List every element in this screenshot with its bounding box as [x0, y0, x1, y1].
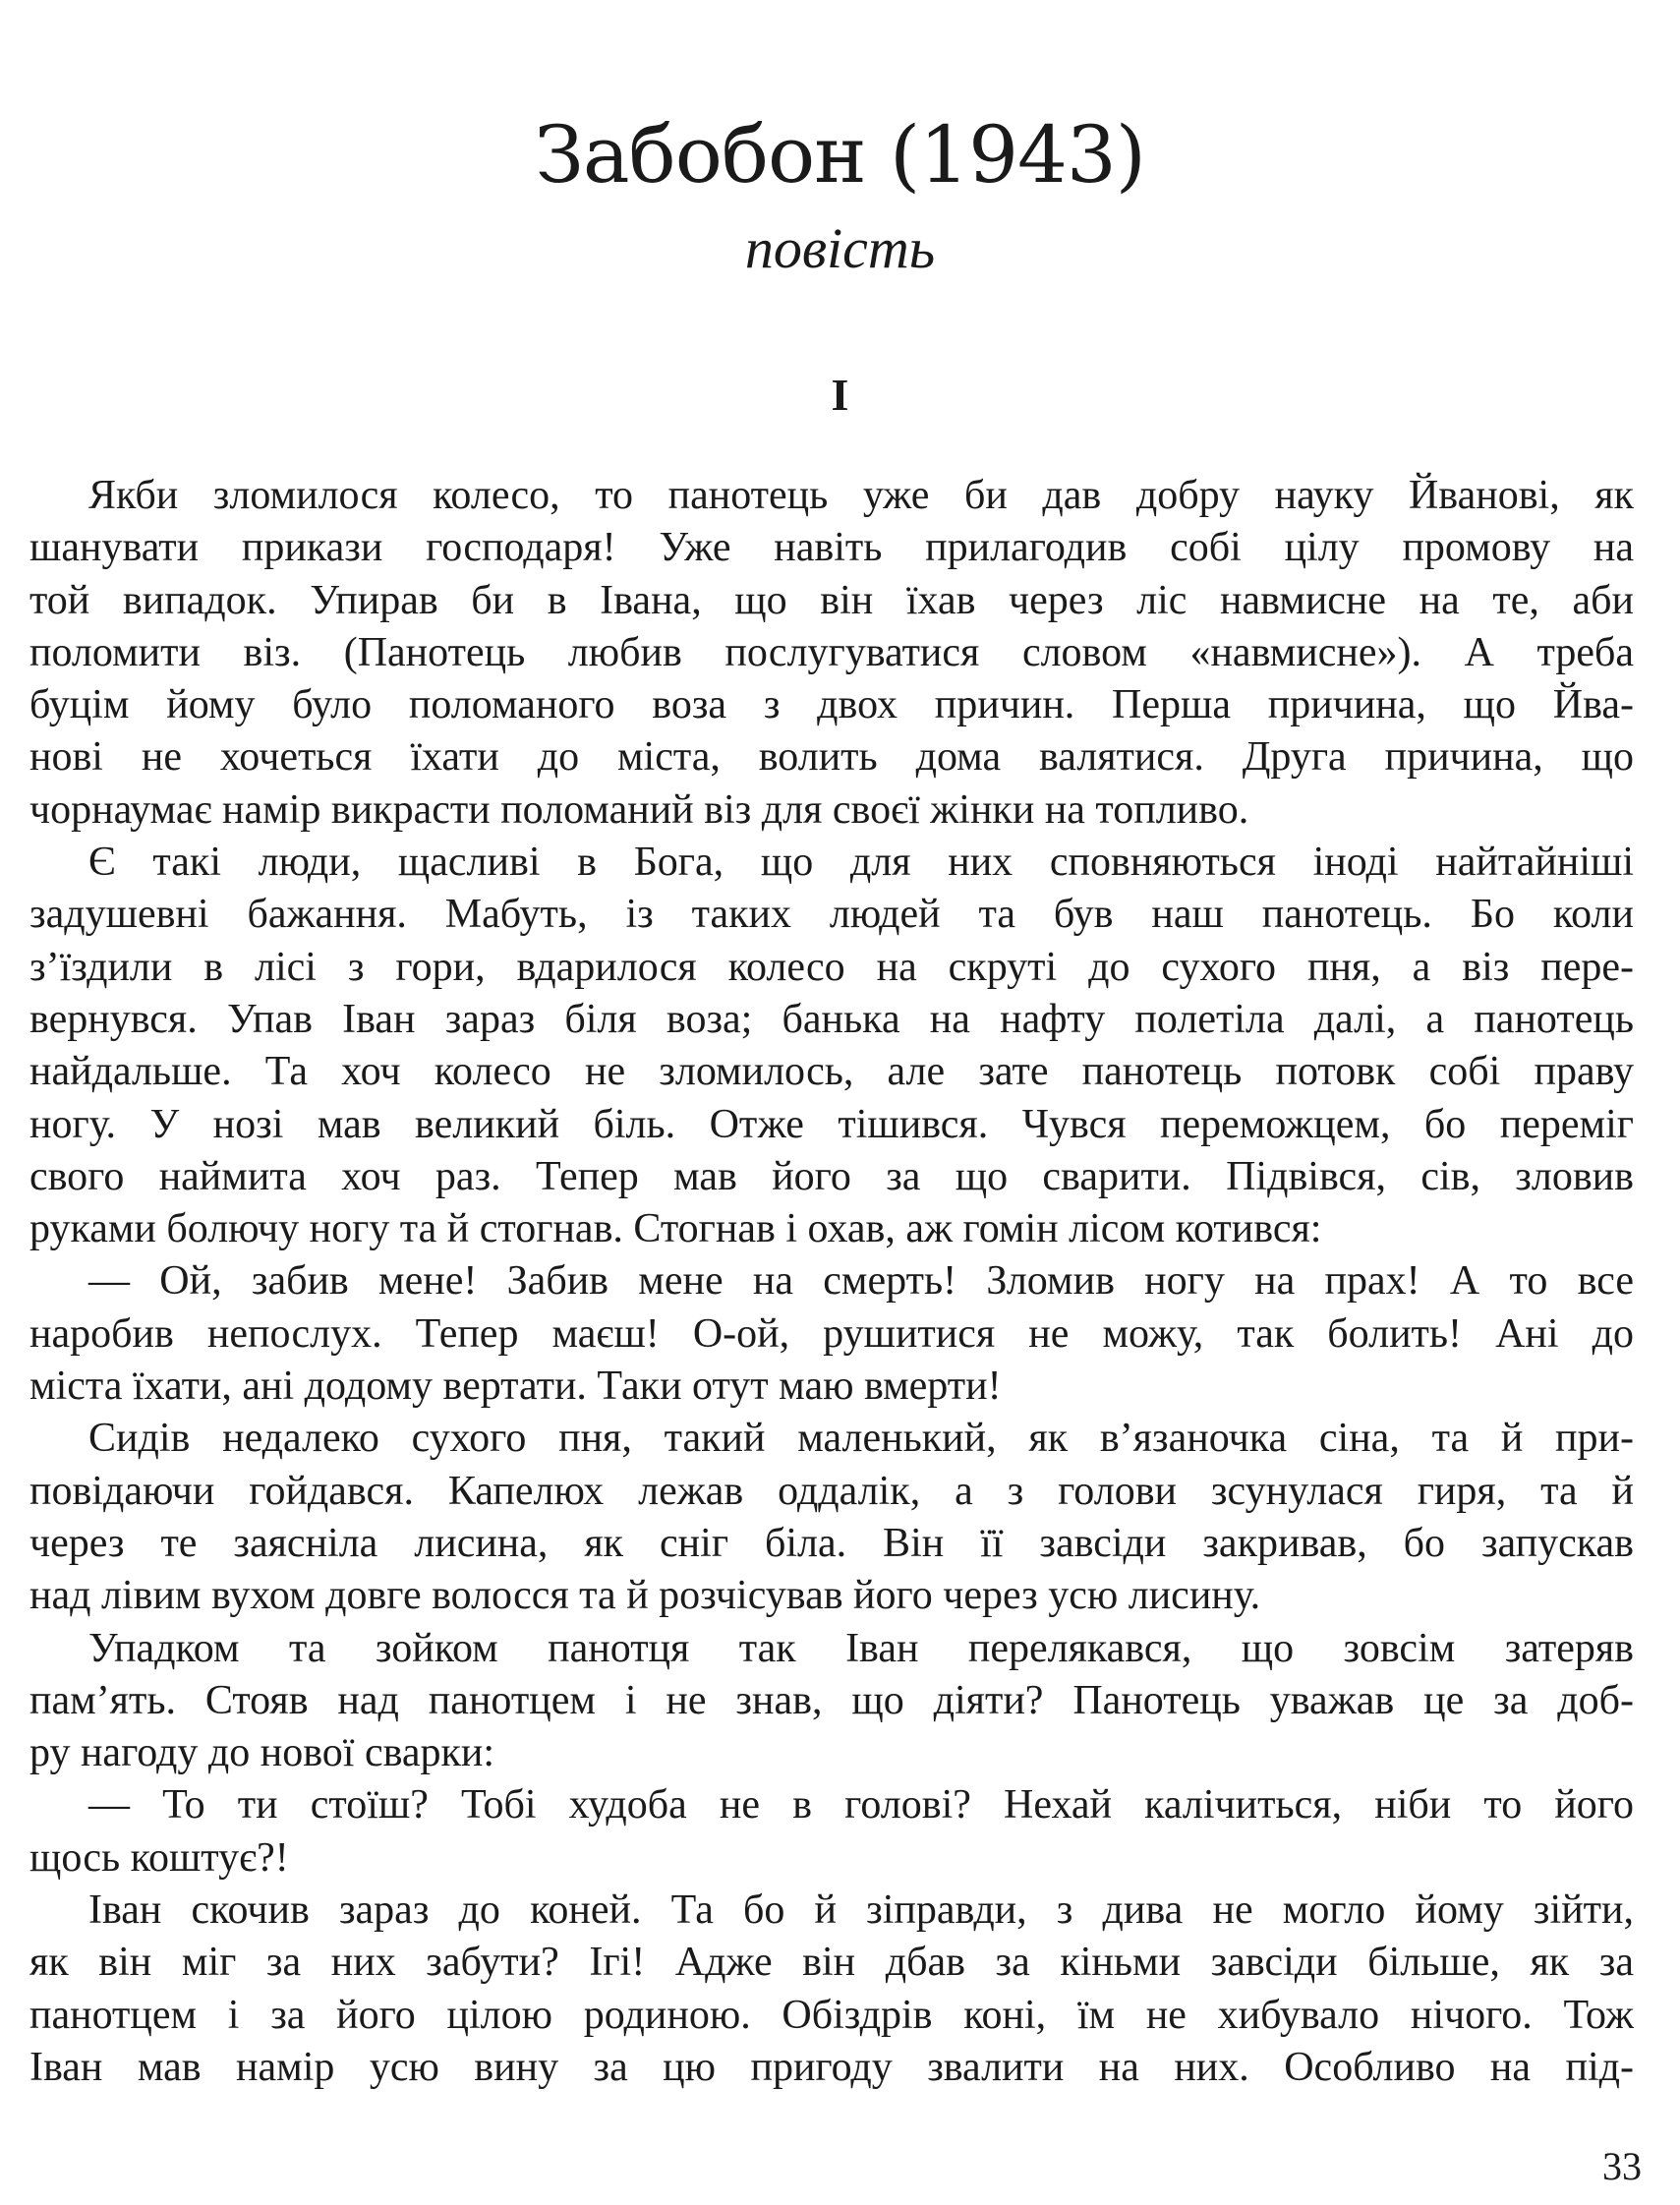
text-line: свого наймита хоч раз. Тепер мав його за що сварити. Підвівся, сів, зловив	[29, 1153, 1634, 1199]
paragraph	[29, 1413, 1634, 1622]
text-line: найдальше. Та хоч колесо не зломилось, але зате панотець потовк собі праву	[29, 1049, 1634, 1095]
text-line: з’їздили в лісі з гори, вдарилося колесо на скруті до сухого пня, а віз пере-	[29, 944, 1634, 990]
paragraph	[29, 1779, 1634, 1885]
chapter-heading: І	[831, 370, 849, 420]
text-line: Сидів недалеко сухого пня, такий маленький, як в’язаночка сіна, та й при-	[88, 1416, 1634, 1462]
paragraph	[29, 1255, 1634, 1413]
text-line: пам’ять. Стояв над панотцем і не знав, що діяти? Панотець уважав це за доб-	[29, 1677, 1634, 1723]
text-line: шанувати прикази господаря! Уже навіть прилагодив собі цілу промову на	[29, 525, 1634, 571]
text-line: як він міг за них забути? Ігі! Адже він дбав за кіньми завсіди більше, як за	[29, 1940, 1634, 1986]
text-line: Упадком та зойком панотця так Іван перелякався, що зовсім затеряв	[88, 1625, 1634, 1671]
text-line: Якби зломилося колесо, то панотець уже би дав добру науку Йванові, як	[88, 473, 1634, 518]
text-line: через те заясніла лисина, як сніг біла. Він її завсіди закривав, бо запускав	[29, 1520, 1634, 1566]
text-line: нові не хочеться їхати до міста, волить дома валятися. Друга причина, що	[29, 734, 1634, 781]
text-line: задушевні бажання. Мабуть, із таких людей та був наш панотець. Бо коли	[29, 892, 1634, 938]
text-line: той випадок. Упирав би в Івана, що він їхав через ліс навмисне на те, аби	[29, 577, 1634, 623]
text-line: ногу. У нозі мав великий біль. Отже тішився. Чувся переможцем, бо переміг	[29, 1101, 1634, 1147]
paragraph	[29, 1623, 1634, 1780]
text-line: — То ти стоїш? Тобі худоба не в голові? Нехай калічиться, ніби то його	[88, 1782, 1634, 1828]
text-line: щось коштує?!	[29, 1834, 289, 1881]
page-number: 33	[1602, 2144, 1642, 2188]
page-title: Забобон (1943)	[535, 109, 1145, 201]
paragraph	[29, 837, 1634, 1255]
paragraph	[29, 1885, 1634, 2094]
text-line: панотцем і за його цілою родиною. Обіздрів коні, їм не хибувало нічого. Тож	[29, 1992, 1634, 2038]
text-line: наробив непослух. Тепер маєш! О-ой, рушитися не можу, так болить! Ані до	[29, 1310, 1634, 1357]
text-line: Іван скочив зараз до коней. Та бо й зіправди, з дива не могло йому зійти,	[88, 1887, 1634, 1934]
text-line: повідаючи гойдався. Капелюх лежав оддалік, а з голови зсунулася гиря, та й	[29, 1468, 1634, 1514]
text-line: міста їхати, ані додому вертати. Таки отут маю вмерти!	[29, 1364, 1002, 1410]
text-line: — Ой, забив мене! Забив мене на смерть! Зломив ногу на прах! А то все	[88, 1258, 1634, 1305]
text-line: буцім йому було поломаного воза з двох причин. Перша причина, що Йва-	[29, 682, 1634, 728]
text-line: чорнаумає намір викрасти поломаний віз для своєї жінки на топливо.	[29, 786, 1249, 833]
text-line: руками болючу ногу та й стогнав. Стогнав і охав, аж гомін лісом котився:	[29, 1206, 1322, 1252]
text-line: ру нагоду до нової сварки:	[29, 1730, 495, 1776]
text-line: вернувся. Упав Іван зараз біля воза; банька на нафту полетіла далі, а панотець	[29, 996, 1634, 1042]
text-line: над лівим вухом довге волосся та й розчісував його через усю лисину.	[29, 1573, 1261, 1619]
paragraph	[29, 470, 1634, 837]
body-text	[29, 470, 1634, 2094]
text-line: Є такі люди, щасливі в Бога, що для них сповняються іноді найтайніші	[88, 840, 1634, 886]
text-line: поломити віз. (Панотець любив послугуватися словом «навмисне»). А треба	[29, 629, 1634, 675]
page-subtitle: повість	[744, 216, 936, 280]
text-line: Іван мав намір усю вину за цю пригоду звалити на них. Особливо на під-	[29, 2044, 1634, 2090]
